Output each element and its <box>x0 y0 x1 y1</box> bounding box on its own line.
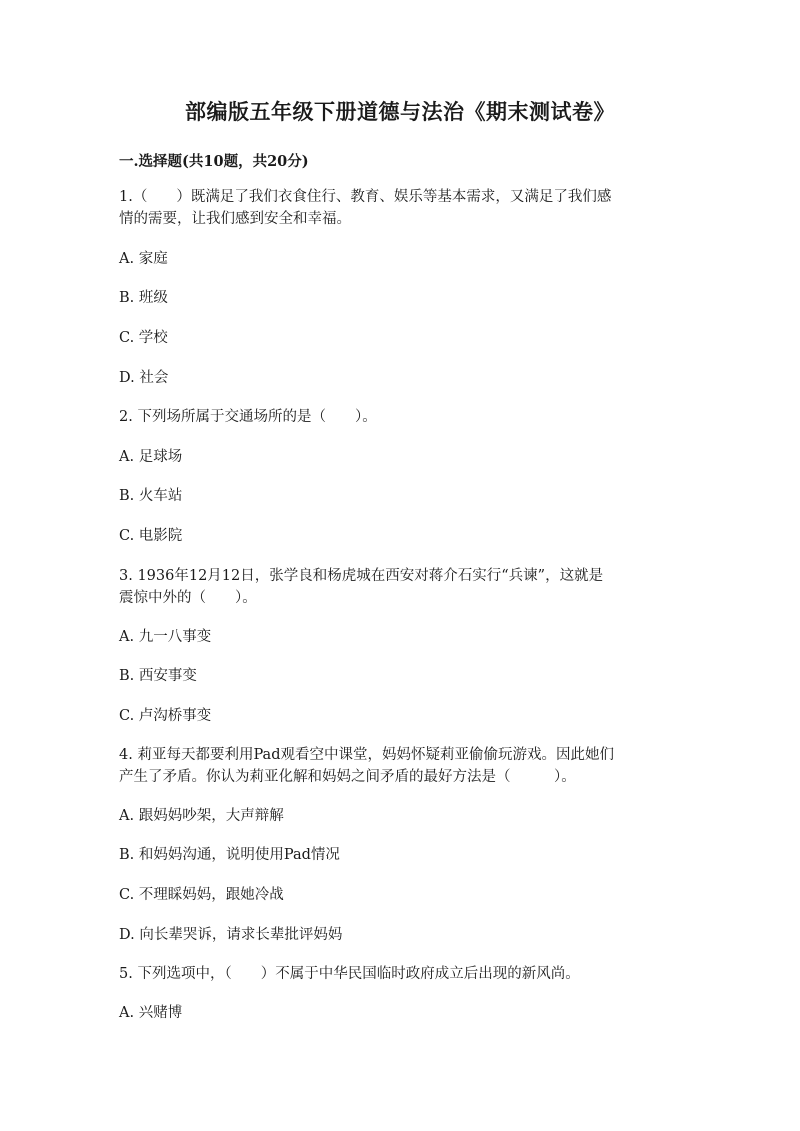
question-1-option-c: C. 学校 <box>119 330 168 346</box>
section-heading: 一.选择题(共10题，共20分) <box>119 153 309 170</box>
question-1-option-b: B. 班级 <box>119 290 168 306</box>
question-5-option-a: A. 兴赌博 <box>119 1005 183 1021</box>
question-4-option-d: D. 向长辈哭诉，请求长辈批评妈妈 <box>119 927 343 943</box>
question-3-line-2: 震惊中外的（ ）。 <box>119 590 257 606</box>
question-3-option-c: C. 卢沟桥事变 <box>119 708 212 724</box>
question-1-option-a: A. 家庭 <box>119 251 168 267</box>
question-4-option-a: A. 跟妈妈吵架，大声辩解 <box>119 808 284 824</box>
question-2-option-c: C. 电影院 <box>119 528 183 544</box>
exam-title: 部编版五年级下册道德与法治《期末测试卷》 <box>185 99 615 124</box>
question-3-option-a: A. 九一八事变 <box>119 629 212 645</box>
question-1-line-1: 1.（ ）既满足了我们衣食住行、教育、娱乐等基本需求，又满足了我们感 <box>119 189 612 205</box>
question-5-line-1: 5. 下列选项中，（ ）不属于中华民国临时政府成立后出现的新风尚。 <box>119 966 580 982</box>
question-3-line-1: 3. 1936年12月12日，张学良和杨虎城在西安对蒋介石实行“兵谏”，这就是 <box>119 568 604 584</box>
question-4-option-b: B. 和妈妈沟通，说明使用Pad情况 <box>119 847 340 863</box>
question-1-line-2: 情的需要，让我们感到安全和幸福。 <box>119 211 351 227</box>
question-4-line-1: 4. 莉亚每天都要利用Pad观看空中课堂，妈妈怀疑莉亚偷偷玩游戏。因此她们 <box>119 747 614 763</box>
question-3-option-b: B. 西安事变 <box>119 668 197 684</box>
question-4-line-2: 产生了矛盾。你认为莉亚化解和妈妈之间矛盾的最好方法是（ ）。 <box>119 769 576 785</box>
question-2-line-1: 2. 下列场所属于交通场所的是（ ）。 <box>119 409 377 425</box>
question-2-option-b: B. 火车站 <box>119 488 183 504</box>
question-1-option-d: D. 社会 <box>119 370 169 386</box>
question-4-option-c: C. 不理睬妈妈，跟她冷战 <box>119 887 284 903</box>
question-2-option-a: A. 足球场 <box>119 449 183 465</box>
